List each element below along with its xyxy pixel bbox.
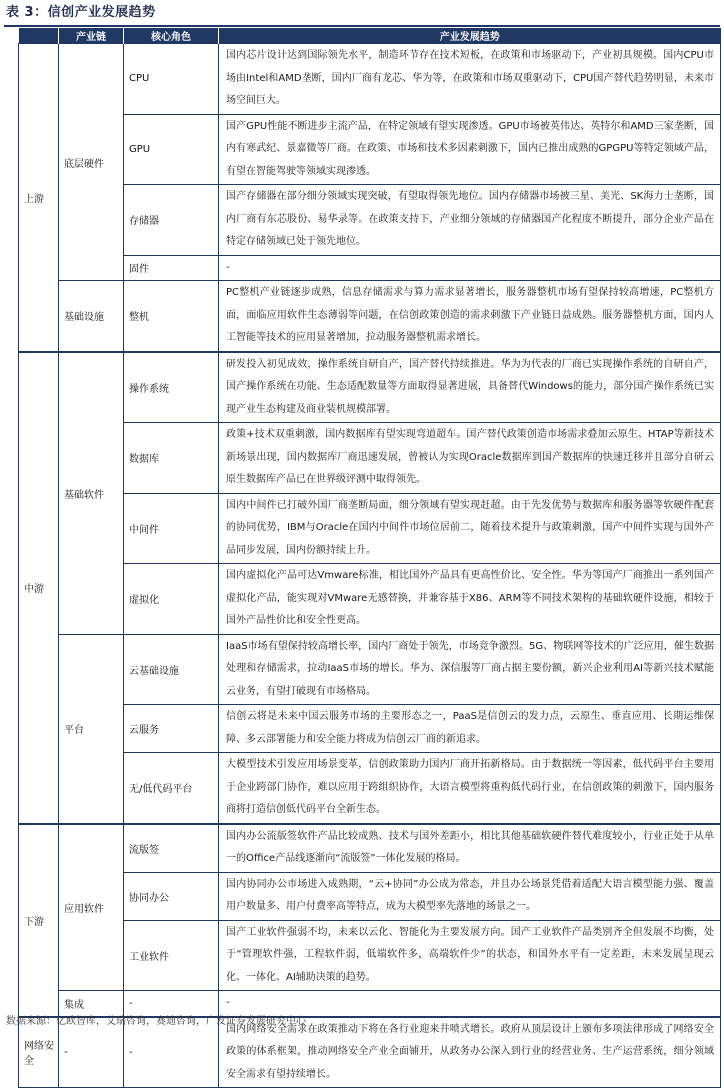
trend-cell: - bbox=[219, 991, 721, 1017]
role-cell: 固件 bbox=[124, 255, 219, 281]
chain-infrastructure: 基础设施 bbox=[59, 281, 124, 352]
table-row bbox=[19, 114, 721, 185]
role-cell: 操作系统 bbox=[124, 352, 219, 423]
role-cell: 数据库 bbox=[124, 423, 219, 494]
trend-cell: 国内协同办公市场进入成熟期，“云+协同”办公成为常态，并且办公场景凭借着适配大语言模型能力强、覆盖用户数量多、用户付费率高等特点，成为大模型率先落地的场景之一。 bbox=[219, 872, 721, 920]
table-row bbox=[19, 872, 721, 920]
role-cell: 整机 bbox=[124, 281, 219, 352]
trend-cell: 大模型技术引发应用场景变革，信创政策助力国内厂商开拓新格局。由于数据统一等因素，低代码平台主要用于企业跨部门协作，难以应用于跨组织协作，大语言模型将重构低代码行业，在信创政策的刺激下，国内服务商将打造信创低代码平台全新生态。 bbox=[219, 753, 721, 824]
chain-platform: 平台 bbox=[59, 634, 124, 824]
header-role: 核心角色 bbox=[124, 28, 219, 44]
trend-cell: PC整机产业链逐步成熟，信息存储需求与算力需求显著增长，服务器整机市场有望保持较高增速，PC整机方面，面临应用软件生态薄弱等问题，在信创政策创造的需求刺激下产业链日益成熟。服务器整机方面，国内人工智能等技术的应用显著增加，拉动服务器整机需求增长。 bbox=[219, 281, 721, 352]
table-row bbox=[19, 255, 721, 281]
chain-hardware: 底层硬件 bbox=[59, 44, 124, 281]
header-trend: 产业发展趋势 bbox=[219, 28, 721, 44]
header-row bbox=[19, 28, 721, 44]
table-row bbox=[19, 423, 721, 494]
table-row bbox=[19, 185, 721, 256]
role-cell: 无/低代码平台 bbox=[124, 753, 219, 824]
trend-cell: 国产存储器在部分细分领域实现突破，有望取得领先地位。国内存储器市场被三星、美光、SK海力士垄断，国内厂商有东芯股份、易华录等。在政策支持下，产业细分领域的存储器国产化程度不断提升，部分企业产品在特定存储领域已处于领先地位。 bbox=[219, 185, 721, 256]
industry-trend-table bbox=[18, 28, 721, 1088]
chain-cell: - bbox=[59, 1017, 124, 1088]
table-row bbox=[19, 493, 721, 564]
trend-cell: 政策+技术双重刺激，国内数据库有望实现弯道超车。国产替代政策创造市场需求叠加云原生、HTAP等新技术新场景出现，国内数据库厂商迅速发展，曾被认为实现Oracle数据库到国产数据库的快速迁移并且部分自研云原生数据库产品已在世界级评测中取得领先。 bbox=[219, 423, 721, 494]
trend-cell: 信创云将是未来中国云服务市场的主要形态之一，PaaS是信创云的发力点，云原生、垂直应用、长期运维保障、多云部署能力和安全能力将成为信创云厂商的新追求。 bbox=[219, 705, 721, 753]
header-chain: 产业链 bbox=[59, 28, 124, 44]
header-stage bbox=[19, 28, 59, 44]
data-source-note: 数据来源：亿欧智库，艾瑞咨询，赛迪咨询，广发证券发展研究中心 bbox=[6, 1016, 306, 1027]
stage-security: 网络安全 bbox=[19, 1017, 59, 1088]
role-cell: GPU bbox=[124, 114, 219, 185]
role-cell: 中间件 bbox=[124, 493, 219, 564]
table-row bbox=[19, 44, 721, 115]
stage-midstream: 中游 bbox=[19, 352, 59, 824]
stage-upstream: 上游 bbox=[19, 44, 59, 352]
trend-cell: 国内办公流版签软件产品比较成熟、技术与国外差距小，相比其他基础软硬件替代难度较小，行业正处于从单一的Office产品线逐渐向“流版签”一体化发展的格局。 bbox=[219, 824, 721, 873]
role-cell: 云基础设施 bbox=[124, 634, 219, 705]
trend-cell: 国内芯片设计达到国际领先水平，制造环节存在技术短板，在政策和市场驱动下，产业初具规模。国内CPU市场由Intel和AMD垄断，国内厂商有龙芯、华为等，在政策和市场双重驱动下，CPU国产替代趋势明显，未来市场空间巨大。 bbox=[219, 44, 721, 115]
stage-downstream: 下游 bbox=[19, 824, 59, 1017]
table-row bbox=[19, 753, 721, 824]
trend-cell: 国产GPU性能不断进步主流产品，在特定领域有望实现渗透。GPU市场被英伟达、英特尔和AMD三家垄断，国内有寒武纪、景嘉微等厂商。在政策、市场和技术多因素刺激下，国内已推出成熟的GPGPU等特定领域产品，有望在智能驾驶等领域实现渗透。 bbox=[219, 114, 721, 185]
title-rule bbox=[4, 25, 720, 27]
table-row bbox=[19, 991, 721, 1017]
table-row bbox=[19, 634, 721, 705]
role-cell: 虚拟化 bbox=[124, 564, 219, 635]
role-cell: - bbox=[124, 1017, 219, 1088]
role-cell: 流版签 bbox=[124, 824, 219, 873]
table-row bbox=[19, 920, 721, 991]
role-cell: 工业软件 bbox=[124, 920, 219, 991]
role-cell: 存储器 bbox=[124, 185, 219, 256]
table-row bbox=[19, 281, 721, 352]
role-cell: CPU bbox=[124, 44, 219, 115]
trend-cell: IaaS市场有望保持较高增长率，国内厂商处于领先，市场竞争激烈。5G、物联网等技术的广泛应用，催生数据处理和存储需求，拉动IaaS市场的增长。华为、深信服等厂商占据主要份额，新兴企业利用AI等新兴技术赋能云业务，有望打破现有市场格局。 bbox=[219, 634, 721, 705]
table-row bbox=[19, 352, 721, 423]
role-cell: - bbox=[124, 991, 219, 1017]
trend-cell: 国内网络安全需求在政策推动下将在各行业迎来井喷式增长。政府从顶层设计上颁布多项法律形成了网络安全政策的体系框架，推动网络安全产业全面铺开，从政务办公深入到行业的经营业务、生产运营系统，细分领域安全需求有望持续增长。 bbox=[219, 1017, 721, 1088]
table-row bbox=[19, 824, 721, 873]
table-row bbox=[19, 564, 721, 635]
table-title: 表 3：信创产业发展趋势 bbox=[6, 5, 156, 20]
trend-cell: 国内中间件已打破外国厂商垄断局面，细分领域有望实现赶超。由于先发优势与数据库和服务器等软硬件配套的协同优势，IBM与Oracle在国内中间件市场位居前二，随着技术提升与政策刺激，国产中间件实现与国外产品同步发展，国内份额持续上升。 bbox=[219, 493, 721, 564]
trend-cell: 国产工业软件强弱不均，未来以云化、智能化为主要发展方向。国产工业软件产品类别齐全但发展不均衡，处于“管理软件强，工程软件弱，低端软件多，高端软件少”的状态，和国外水平有一定差距，未来发展呈现云化、一体化、AI辅助决策的趋势。 bbox=[219, 920, 721, 991]
role-cell: 协同办公 bbox=[124, 872, 219, 920]
chain-application-software: 应用软件 bbox=[59, 824, 124, 991]
trend-cell: - bbox=[219, 255, 721, 281]
trend-cell: 国内虚拟化产品可达Vmware标准，相比国外产品具有更高性价比、安全性。华为等国产厂商推出一系列国产虚拟化产品，能实现对VMware无感替换，并兼容基于X86、ARM等不同技术架构的基础软硬件设施，相较于国外产品性价比和安全性更高。 bbox=[219, 564, 721, 635]
table-row bbox=[19, 705, 721, 753]
chain-base-software: 基础软件 bbox=[59, 352, 124, 635]
chain-integration: 集成 bbox=[59, 991, 124, 1017]
trend-cell: 研发投入初见成效，操作系统自研自产，国产替代持续推进。华为为代表的厂商已实现操作系统的自研自产，国产操作系统在功能、生态适配数量等方面取得显著进展，具备替代Windows的能力，部分国产操作系统已实现产业生态构建及商业装机规模部署。 bbox=[219, 352, 721, 423]
role-cell: 云服务 bbox=[124, 705, 219, 753]
